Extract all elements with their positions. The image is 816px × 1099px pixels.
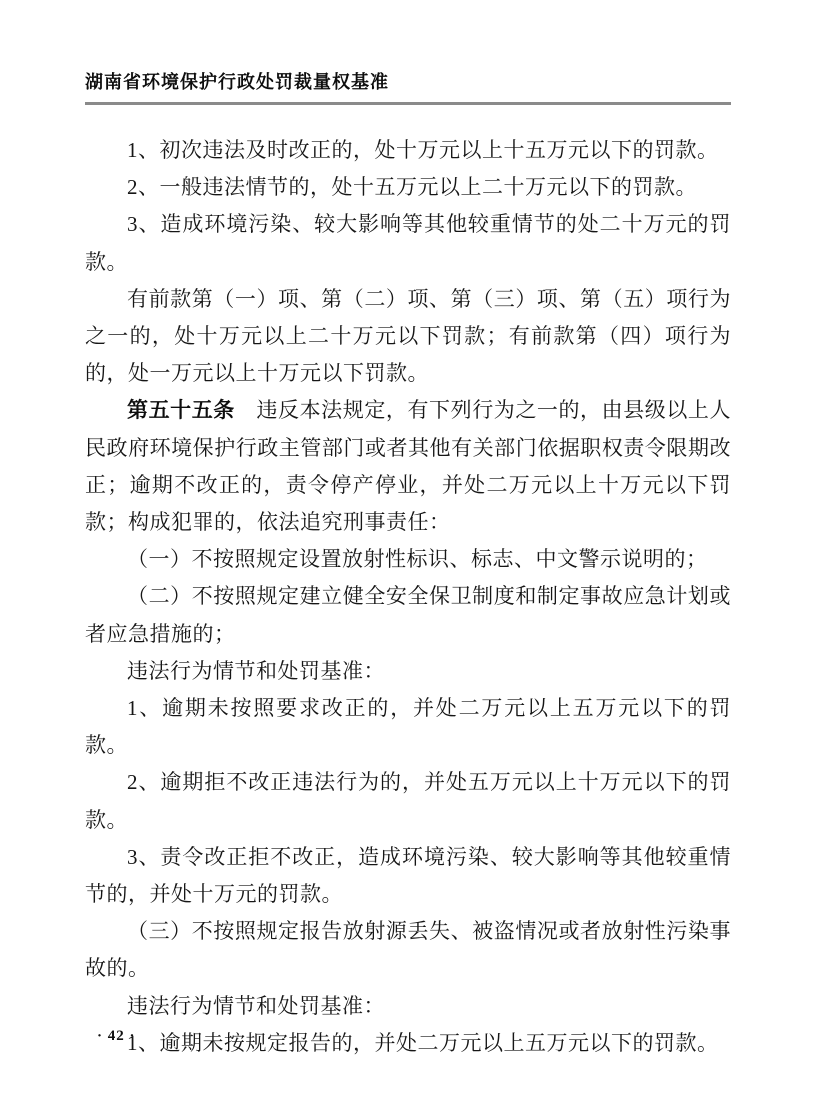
paragraph: 1、初次违法及时改正的，处十万元以上十五万元以下的罚款。 [127,138,719,162]
paragraph: 2、一般违法情节的，处十五万元以上二十万元以下的罚款。 [127,175,697,200]
header-divider [85,102,731,105]
page-number: · 42 · [97,1028,136,1044]
running-header-title: 湖南省环境保护行政处罚裁量权基准 [85,72,389,92]
article-number: 第五十五条 [127,399,235,423]
paragraph: 3、责令改正拒不改正，造成环境污染、较大影响等其他较重情节的，并处十万元的罚款。 [85,844,731,907]
paragraph: 2、逾期拒不改正违法行为的，并处五万元以上十万元以下的罚款。 [85,770,731,832]
paragraph: 违法行为情节和处罚基准： [127,993,385,1018]
paragraph: （三）不按照规定报告放射源丢失、被盗情况或者放射性污染事故的。 [85,919,731,981]
paragraph: 1、逾期未按规定报告的，并处二万元以上五万元以下的罚款。 [127,1030,719,1055]
document-body [85,132,731,1062]
paragraph: 违法行为情节和处罚基准： [127,658,385,683]
paragraph: （二）不按照规定建立健全安全保卫制度和制定事故应急计划或者应急措施的； [85,584,731,646]
paragraph: 有前款第（一）项、第（二）项、第（三）项、第（五）项行为之一的，处十万元以上二十万元以下罚款；有前款第（四）项行为的，处一万元以上十万元以下罚款。 [85,286,731,386]
paragraph: 3、造成环境污染、较大影响等其他较重情节的处二十万元的罚款。 [85,212,731,274]
paragraph: （一）不按照规定设置放射性标识、标志、中文警示说明的； [127,547,708,572]
paragraph: 1、逾期未按照要求改正的，并处二万元以上五万元以下的罚款。 [85,696,731,758]
page-header [85,70,731,105]
paragraph: 第五十五条 违反本法规定，有下列行为之一的，由县级以上人民政府环境保护行政主管部门或者其他有关部门依据职权责令限期改正；逾期不改正的，责令停产停业，并处二万元以上十万元以下罚款；构成犯罪的，依法追究刑事责任： [85,398,732,535]
